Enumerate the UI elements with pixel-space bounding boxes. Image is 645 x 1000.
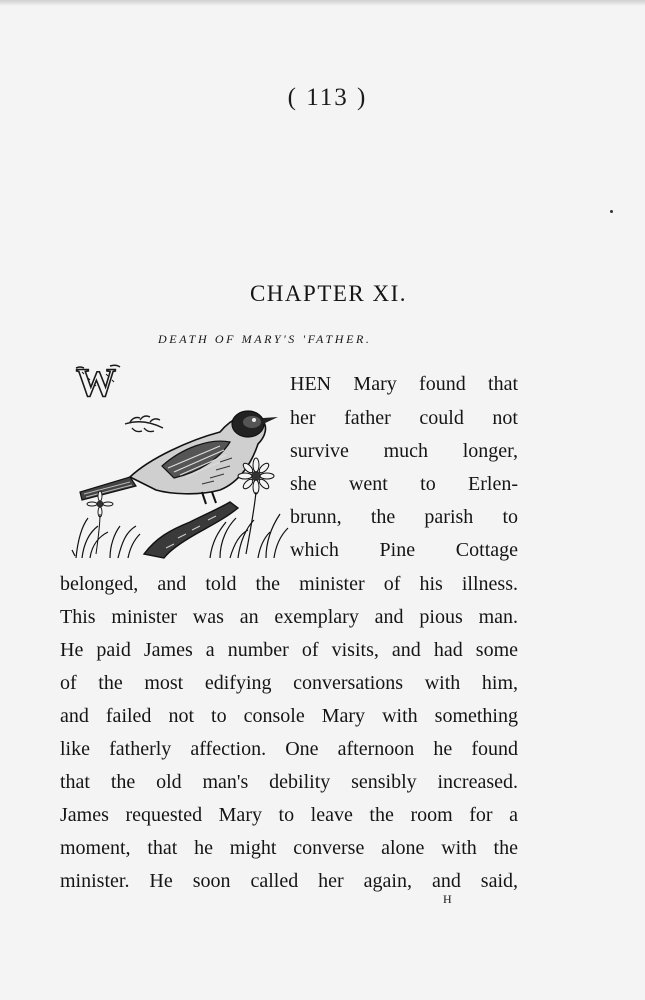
branch: [144, 502, 238, 558]
text-line: He paid James a number of visits, and had some: [60, 639, 518, 661]
text-line: HEN Mary found that: [290, 373, 518, 395]
page-edge-shadow: [0, 0, 645, 6]
drop-cap-bird-illustration: [70, 362, 290, 562]
text-line: minister. He soon called her again, and said,: [60, 870, 518, 892]
text-line: her father could not: [290, 407, 518, 429]
text-line: and failed not to console Mary with something: [60, 705, 518, 727]
drop-cap-letter: [76, 362, 120, 405]
text-line: brunn, the parish to: [290, 506, 518, 528]
bird-figure: [80, 411, 278, 504]
text-line: of the most edifying conversations with him,: [60, 672, 518, 694]
drop-cap-glyph: W: [76, 362, 116, 405]
text-line: This minister was an exemplary and pious man.: [60, 606, 518, 628]
text-line: she went to Erlen-: [290, 473, 518, 495]
chapter-subtitle: DEATH OF MARY'S 'FATHER.: [158, 332, 372, 346]
text-line: belonged, and told the minister of his illness.: [60, 573, 518, 595]
text-line: survive much longer,: [290, 440, 518, 462]
text-line: James requested Mary to leave the room for a: [60, 804, 518, 826]
text-line: that the old man's debility sensibly increased.: [60, 771, 518, 793]
chapter-title: CHAPTER XI.: [249, 281, 408, 306]
text-line: like fatherly affection. One afternoon he found: [60, 738, 518, 760]
ink-speck: [610, 210, 613, 213]
text-line: moment, that he might converse alone with the: [60, 837, 518, 859]
text-line: which Pine Cottage: [290, 539, 518, 561]
page-number: ( 113 ): [287, 84, 368, 111]
signature-mark: H: [443, 892, 453, 906]
small-daisy-icon: [87, 491, 113, 554]
